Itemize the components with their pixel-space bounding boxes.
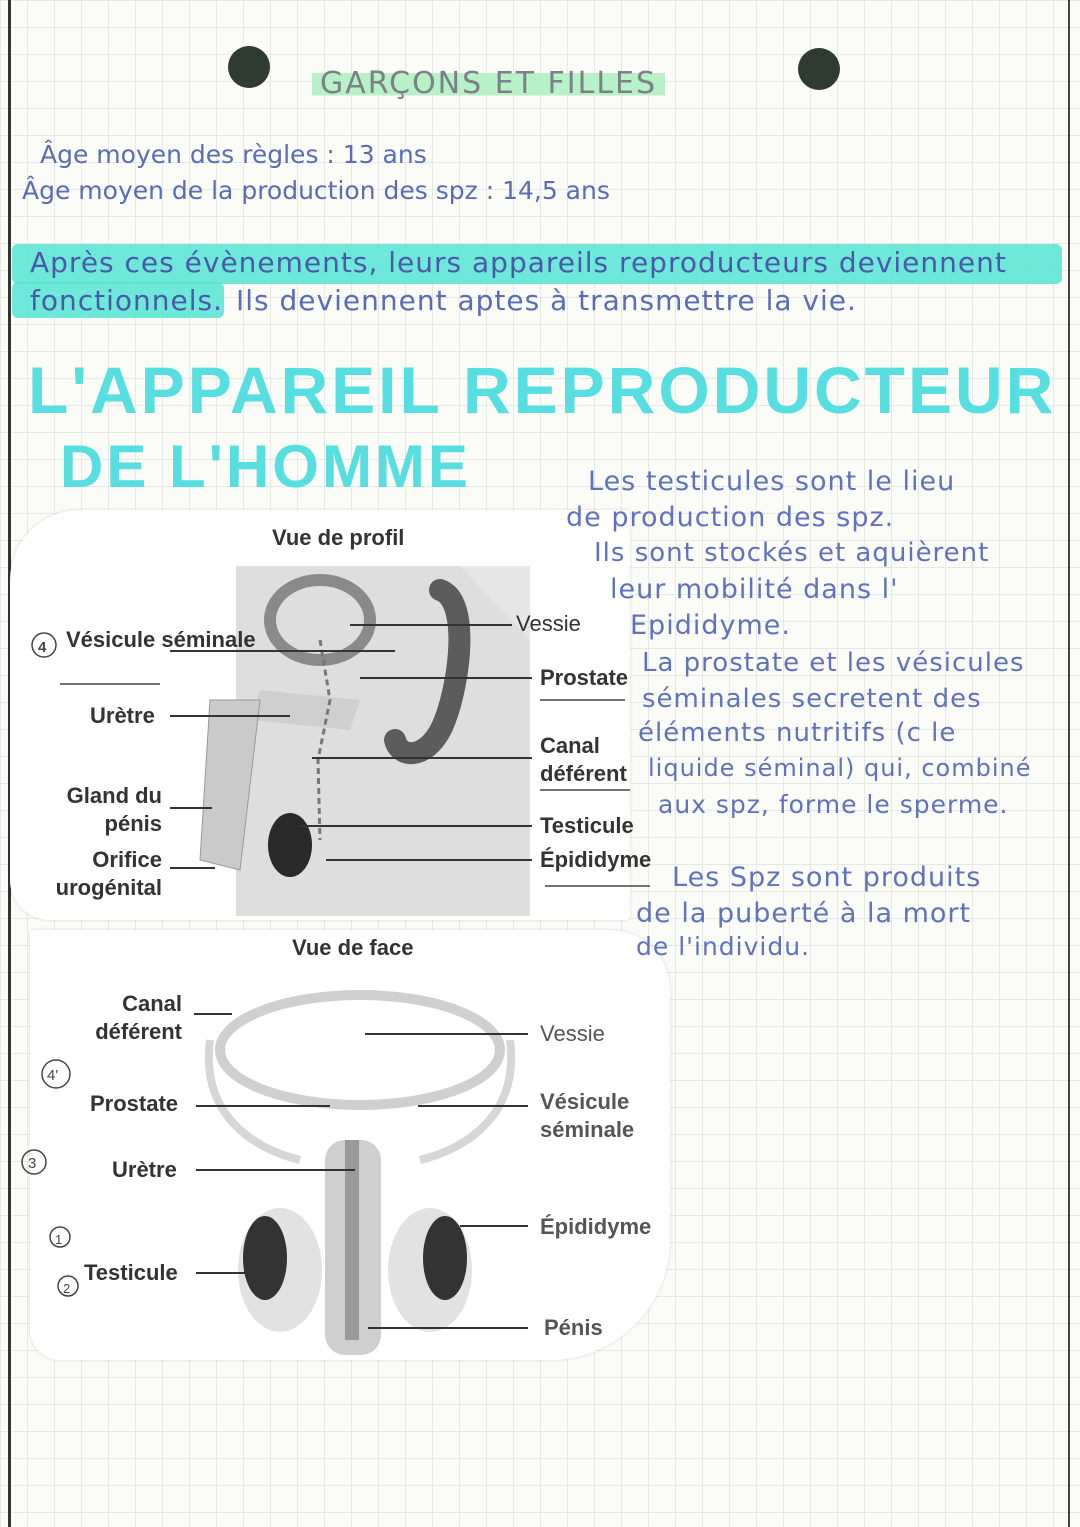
age-line-2: Âge moyen de la production des spz : 14,5 ans <box>22 176 610 205</box>
flabel-vesicule: Vésicule séminale <box>540 1089 635 1142</box>
front-marker-4b: 4' <box>47 1067 59 1084</box>
front-marker-2: 2 <box>63 1281 71 1296</box>
highlight-line-2b: Ils deviennent aptes à transmettre la vie. <box>236 284 857 317</box>
age-line-1: Âge moyen des règles : 13 ans <box>40 140 427 169</box>
front-view-caption: Vue de face <box>292 935 414 960</box>
note2-line5: aux spz, forme le sperme. <box>658 790 1009 819</box>
flabel-penis: Pénis <box>544 1315 603 1340</box>
highlight-line-1: Après ces évènements, leurs appareils reproducteurs deviennent <box>30 246 1007 279</box>
heading-line-1: L'APPAREIL REPRODUCTEUR <box>28 353 1057 427</box>
note1-line4: leur mobilité dans l' <box>610 574 899 605</box>
note3-line2: de la puberté à la mort <box>636 898 972 929</box>
flabel-epididyme: Épididyme <box>540 1214 652 1239</box>
front-testicle-right <box>423 1216 467 1300</box>
front-testicle-left <box>243 1216 287 1300</box>
note2-line4: liquide séminal) qui, combiné <box>648 754 1032 782</box>
label-vesicule-seminale: Vésicule séminale <box>66 627 256 652</box>
label-testicule: Testicule <box>540 813 634 838</box>
flabel-prostate: Prostate <box>90 1091 179 1116</box>
flabel-vessie: Vessie <box>540 1021 605 1046</box>
note1-line1: Les testicules sont le lieu <box>588 466 956 497</box>
label-canal-deferent: Canal déférent <box>540 733 627 786</box>
label-epididyme: Épididyme <box>540 847 652 872</box>
label-prostate: Prostate <box>540 665 629 690</box>
front-marker-1: 1 <box>55 1232 63 1247</box>
note3-line3: de l'individu. <box>636 932 811 961</box>
profile-marker: 4 <box>38 639 47 656</box>
highlight-line-2a: fonctionnels. <box>30 284 224 317</box>
front-marker-3: 3 <box>28 1155 37 1172</box>
note1-line2: de production des spz. <box>566 502 895 533</box>
page-title: GARÇONS ET FILLES <box>312 66 665 101</box>
heading-line-2: DE L'HOMME <box>60 433 471 500</box>
label-vessie: Vessie <box>516 611 581 636</box>
label-uretre: Urètre <box>90 703 155 728</box>
flabel-canal-deferent: Canal déférent <box>95 991 182 1044</box>
note3-line1: Les Spz sont produits <box>672 862 982 893</box>
label-gland: Gland du pénis <box>66 783 162 836</box>
note2-line3: éléments nutritifs (c le <box>638 718 957 748</box>
profile-view-caption: Vue de profil <box>272 525 405 550</box>
label-orifice: Orifice urogénital <box>55 847 162 900</box>
flabel-testicule: Testicule <box>84 1260 178 1285</box>
note2-line2: séminales secretent des <box>642 684 982 714</box>
note1-line3: Ils sont stockés et aquièrent <box>594 538 990 568</box>
note1-line5: Epididyme. <box>630 610 791 641</box>
note2-line1: La prostate et les vésicules <box>642 648 1025 678</box>
front-bladder <box>220 995 500 1105</box>
flabel-uretre: Urètre <box>112 1157 177 1182</box>
